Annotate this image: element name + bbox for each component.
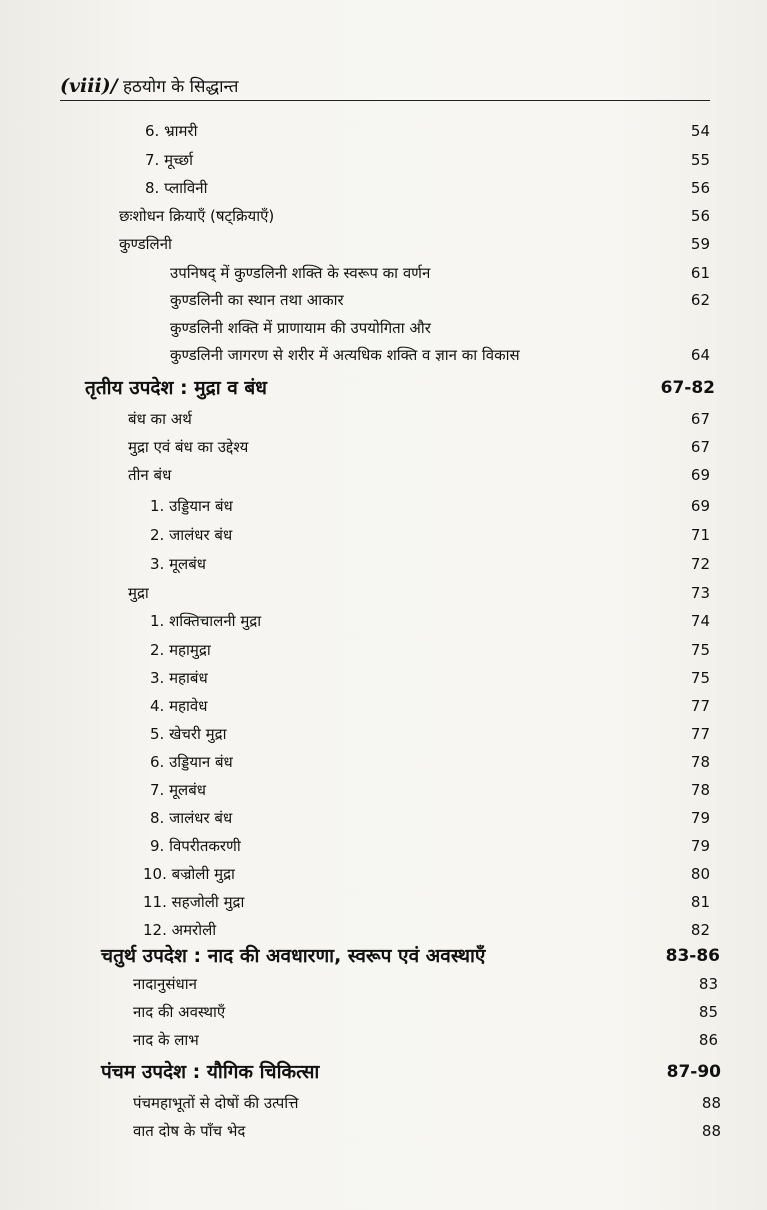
toc-entry-page: 56 bbox=[690, 207, 710, 225]
toc-entry-page: 82 bbox=[690, 921, 710, 939]
toc-entry-page: 75 bbox=[690, 641, 710, 659]
toc-entry bbox=[150, 665, 710, 691]
toc-entry-page: 72 bbox=[690, 555, 710, 573]
toc-entry-text: 10. बज्रोली मुद्रा bbox=[143, 865, 235, 883]
toc-entry-page: 79 bbox=[690, 809, 710, 827]
toc-section-heading bbox=[101, 1057, 721, 1087]
toc-entry-text: 2. जालंधर बंध bbox=[150, 526, 233, 544]
toc-entry-page: 64 bbox=[690, 346, 710, 364]
toc-entry-text: मुद्रा bbox=[128, 584, 149, 602]
toc-entry-page: 75 bbox=[690, 669, 710, 687]
toc-entry bbox=[119, 231, 710, 257]
toc-entry-page: 85 bbox=[698, 1003, 718, 1021]
toc-entry-text: 11. सहजोली मुद्रा bbox=[143, 893, 245, 911]
toc-entry-text: बंध का अर्थ bbox=[128, 410, 192, 428]
toc-entry-text: मुद्रा एवं बंध का उद्देश्य bbox=[128, 438, 249, 456]
toc-entry-page: 73 bbox=[690, 584, 710, 602]
toc-entry bbox=[133, 1090, 721, 1116]
toc-entry-page: 77 bbox=[690, 725, 710, 743]
toc-entry bbox=[133, 971, 718, 997]
toc-entry-text: कुण्डलिनी जागरण से शरीर में अत्यधिक शक्ति व ज्ञान का विकास bbox=[170, 346, 520, 364]
toc-entry-text: पंचमहाभूतों से दोषों की उत्पत्ति bbox=[133, 1094, 299, 1112]
toc-entry-page: 74 bbox=[690, 612, 710, 630]
toc-entry-page: 81 bbox=[690, 893, 710, 911]
toc-entry-text: 8. जालंधर बंध bbox=[150, 809, 233, 827]
toc-entry-text: नाद के लाभ bbox=[133, 1031, 199, 1049]
toc-entry bbox=[133, 1027, 718, 1053]
toc-entry-text: नादानुसंधान bbox=[133, 975, 197, 993]
toc-entry bbox=[128, 580, 710, 606]
toc-entry-text: उपनिषद् में कुण्डलिनी शक्ति के स्वरूप का वर्णन bbox=[170, 264, 431, 282]
toc-section-heading bbox=[85, 373, 715, 403]
toc-entry bbox=[150, 637, 710, 663]
toc-entry-text: 7. मूलबंध bbox=[150, 781, 207, 799]
toc-entry bbox=[150, 805, 710, 831]
toc-entry-text: 1. उड्डियान बंध bbox=[150, 497, 233, 515]
toc-section-title: तृतीय उपदेश : मुद्रा व बंध bbox=[85, 377, 267, 399]
toc-entry-text: कुण्डलिनी शक्ति में प्राणायाम की उपयोगिता और bbox=[170, 319, 431, 337]
toc-entry-text: 2. महामुद्रा bbox=[150, 641, 211, 659]
toc-entry bbox=[133, 999, 718, 1025]
toc-entry bbox=[143, 917, 710, 943]
toc-entry bbox=[150, 693, 710, 719]
toc-section-pages: 67-82 bbox=[660, 378, 715, 398]
toc-entry bbox=[150, 777, 710, 803]
toc-entry-page: 83 bbox=[698, 975, 718, 993]
toc-entry-page: 71 bbox=[690, 526, 710, 544]
toc-entry bbox=[145, 175, 710, 201]
toc-entry bbox=[150, 608, 710, 634]
toc-entry bbox=[145, 147, 710, 173]
toc-entry bbox=[170, 260, 710, 286]
toc-entry-page: 79 bbox=[690, 837, 710, 855]
toc-section-pages: 83-86 bbox=[665, 946, 720, 966]
toc-entry bbox=[128, 406, 710, 432]
toc-entry bbox=[150, 493, 710, 519]
toc-entry-text: 1. शक्तिचालनी मुद्रा bbox=[150, 612, 262, 630]
toc-entry-text: 9. विपरीतकरणी bbox=[150, 837, 241, 855]
toc-entry-page: 88 bbox=[701, 1122, 721, 1140]
toc-entry bbox=[170, 315, 710, 341]
toc-entry-text: कुण्डलिनी का स्थान तथा आकार bbox=[170, 291, 344, 309]
toc-entry-page: 67 bbox=[690, 410, 710, 428]
toc-entry bbox=[128, 434, 710, 460]
toc-entry bbox=[150, 551, 710, 577]
toc-entry-text: छःशोधन क्रियाएँ (षट्क्रियाएँ) bbox=[119, 207, 275, 225]
toc-entry-page: 86 bbox=[698, 1031, 718, 1049]
toc-entry-page: 54 bbox=[690, 122, 710, 140]
toc-section-pages: 87-90 bbox=[666, 1062, 721, 1082]
toc-entry bbox=[170, 342, 710, 368]
toc-entry bbox=[150, 522, 710, 548]
toc-entry bbox=[119, 203, 710, 229]
toc-entry-text: 6. उड्डियान बंध bbox=[150, 753, 233, 771]
toc-entry-text: तीन बंध bbox=[128, 466, 172, 484]
toc-entry bbox=[133, 1118, 721, 1144]
toc-section-heading bbox=[101, 941, 720, 971]
toc-entry-text: कुण्डलिनी bbox=[119, 235, 172, 253]
toc-entry-page: 59 bbox=[690, 235, 710, 253]
toc-entry-text: नाद की अवस्थाएँ bbox=[133, 1003, 226, 1021]
toc-entry-page: 80 bbox=[690, 865, 710, 883]
toc-entry-page: 56 bbox=[690, 179, 710, 197]
toc-entry bbox=[150, 721, 710, 747]
toc-entry-page: 55 bbox=[690, 151, 710, 169]
toc-entry-text: 12. अमरोली bbox=[143, 921, 217, 939]
book-title: हठयोग के सिद्धान्त bbox=[117, 77, 239, 97]
toc-entry-page: 69 bbox=[690, 497, 710, 515]
toc-entry bbox=[143, 861, 710, 887]
toc-entry-page: 61 bbox=[690, 264, 710, 282]
toc-entry-page: 78 bbox=[690, 753, 710, 771]
toc-section-title: पंचम उपदेश : यौगिक चिकित्सा bbox=[101, 1061, 320, 1083]
toc-entry bbox=[128, 462, 710, 488]
toc-entry-text: 8. प्लाविनी bbox=[145, 179, 208, 197]
toc-entry-text: 5. खेचरी मुद्रा bbox=[150, 725, 227, 743]
toc-entry bbox=[170, 287, 710, 313]
toc-entry-page: 88 bbox=[701, 1094, 721, 1112]
toc-entry-page: 69 bbox=[690, 466, 710, 484]
toc-entry-page: 77 bbox=[690, 697, 710, 715]
page-header bbox=[60, 74, 710, 101]
page-number-roman: (viii)/ bbox=[60, 75, 118, 97]
toc-entry bbox=[143, 889, 710, 915]
toc-entry bbox=[145, 118, 710, 144]
toc-entry-text: 4. महावेध bbox=[150, 697, 208, 715]
toc-entry bbox=[150, 833, 710, 859]
toc-entry-text: 3. महाबंध bbox=[150, 669, 208, 687]
toc-entry-page: 62 bbox=[690, 291, 710, 309]
toc-entry bbox=[150, 749, 710, 775]
toc-entry-text: वात दोष के पाँच भेद bbox=[133, 1122, 246, 1140]
toc-entry-text: 7. मूर्च्छा bbox=[145, 151, 193, 169]
toc-entry-page: 67 bbox=[690, 438, 710, 456]
toc-entry-text: 3. मूलबंध bbox=[150, 555, 207, 573]
toc-section-title: चतुर्थ उपदेश : नाद की अवधारणा, स्वरूप एवं अवस्थाएँ bbox=[101, 945, 486, 967]
toc-entry-page: 78 bbox=[690, 781, 710, 799]
toc-entry-text: 6. भ्रामरी bbox=[145, 122, 198, 140]
